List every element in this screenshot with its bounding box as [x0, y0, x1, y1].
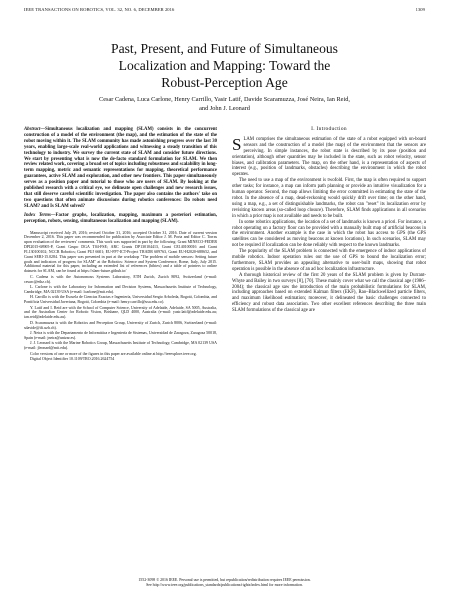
index-terms-label: Index Terms: [24, 212, 51, 218]
footer-issn: 1552-3098 © 2016 IEEE. Personal use is permitted, but republication/redistribution requires IEEE permission.: [138, 578, 311, 582]
footnote-color: Color versions of one or more of the figures in this paper are available online at http://ieeexplore.ieee.org.: [30, 350, 197, 356]
footnote-carlone: L. Carlone is with the Laboratory for Information and Decision Systems, Massachusetts Institute of Technology, Cambridge, MA 02139 USA (e-mail: lcarlone@mit.edu).: [24, 283, 217, 294]
footnotes: [24, 231, 217, 362]
footnote-carrillo: H. Carrillo is with the Escuela de Ciencias Exactas e Ingeniería, Universidad Sergio Arboleda, Bogotá, Colombia, and Pontificia Universidad Javeriana, Bogotá, Colombia (e-mail: henry.carrillo@usa.edu.co).: [24, 294, 217, 305]
abstract-text: —Simultaneous localization and mapping (SLAM) consists in the concurrent construction of a model of the environment (the map), and the estimation of the state of the robot moving within it. The SLAM community has made astonishing progress over the last 30 years, enabling large-scale real-world applications and witnessing a steady transition of this technology to industry. We survey the current state of SLAM and consider future directions. We start by presenting what is now the de-facto standard formulation for SLAM. We then review related work, covering a broad set of topics including robustness and scalability in long-term mapping, metric and semantic representations for mapping, theoretical performance guarantees, active SLAM and exploration, and other new frontiers. This paper simultaneously serves as a position paper and tutorial to those who are users of SLAM. By looking at the published research with a critical eye, we delineate open challenges and new research issues, that still deserve careful scientific investigation. The paper also contains the authors' take on two questions that often animate discussions during robotics conferences: Do robots need SLAM? and Is SLAM solved?: [24, 127, 217, 209]
intro-paragraph-1: [232, 134, 426, 178]
title-line-3: Robust-Perception Age: [161, 75, 288, 90]
footnote-manuscript: Manuscript received July 29, 2016; revised October 31, 2016; accepted October 31, 2016. Date of current version December 2, 2016. This paper was recommended for publication by Associate Editor J. M. Porta and Editor C. Torras upon evaluation of the reviewers' comments. This work was supported in part by the following: Grant MINECO-FEDER DPI2015-68905-P, Grant Grupo DGA T04-FSE; ARC Grants DP130104413, Grant CE140100016 and Grant FL130100102; NCCR Robotics; Grant PUJ 6601; EU-FP7-ICT-Project TRADR 609763, Grant EU-H2020-688652, and Grant SERI-15.0284. This paper was presented in part at the workshop "The problem of mobile sensors: Setting future goals and indicators of progress for SLAM" at the Robotics: Science and System Conference, Rome, Italy, July 2015. Additional material for this paper, including an extended list of references (bibtex) and a table of pointers to online datasets for SLAM, can be found at https://slam-future.github.io/: [24, 229, 217, 274]
abstract: [24, 127, 217, 210]
index-terms-text: —Factor graphs, localization, mapping, maximum a posteriori estimation, perception, robots, sensing, simultaneous localization and mapping (SLAM).: [24, 212, 217, 224]
authors-line-2: and John J. Leonard: [199, 104, 250, 112]
title-line-2: Localization and Mapping: Toward the: [118, 58, 331, 73]
copyright-footer: [0, 578, 449, 588]
right-column: [232, 127, 426, 314]
page-number: 1309: [415, 7, 425, 12]
title-line-1: Past, Present, and Future of Simultaneous: [111, 41, 338, 56]
footnote-doi: Digital Object Identifier 10.1109/TRO.2016.2624754: [30, 355, 115, 361]
intro-paragraph-3: In some robotics applications, the location of a set of landmarks is known a priori. For instance, a robot operating on a factory floor can be provided with a manually built map of artificial beacons in the environment. Another example is the case in which the robot has access to GPS (the GPS satellites can be considered as moving beacons at known locations). In such scenarios, SLAM may not be required if localization can be done reliably with respect to the known landmarks.: [232, 219, 426, 249]
footnote-leonard: J. J. Leonard is with the Marine Robotics Group, Massachusetts Institute of Technology, Cambridge, MA 02139 USA (e-mail: jleonard@mit.edu).: [24, 340, 217, 351]
footnote-scaramuzza: D. Scaramuzza is with the Robotics and Perception Group, University of Zurich, Zurich 8006, Switzerland (e-mail: sdavide@ifi.uzh.ch).: [24, 319, 217, 330]
abstract-label: Abstract: [24, 127, 41, 132]
author-list: [30, 96, 419, 113]
intro-paragraph-5: A thorough historical review of the first 20 years of the SLAM problem is given by Durrant-Whyte and Bailey in two surveys [8], [70]. These mainly cover what we call the classical age (1986–2004); the classical age saw the introduction of the main probabilistic formulations for SLAM, including approaches based on extended Kalman filters (EKF), Rao–Blackwellized particle filters, and maximum likelihood estimation; moreover, it delineated the basic challenges connected to efficiency and robust data association. Two other excellent references describing the three main SLAM formulations of the classical age are: [232, 272, 426, 314]
running-header: [24, 7, 425, 15]
footnote-cadena: C. Cadena is with the Autonomous Systems Laboratory, ETH Zurich, Zurich 8092, Switzerland (e-mail: cesarc@ethz.ch).: [24, 273, 217, 284]
drop-cap: S: [232, 134, 242, 154]
paper-title: [20, 40, 429, 91]
intro-paragraph-4: The popularity of the SLAM problem is connected with the emergence of indoor applications of mobile robotics. Indoor operation rules out the use of GPS to bound the localization error; furthermore, SLAM provides an appealing alternative to user-built maps, showing that robot operation is possible in the absence of an ad hoc localization infrastructure.: [232, 249, 426, 272]
journal-name: IEEE TRANSACTIONS ON ROBOTICS, VOL. 32, NO. 6, DECEMBER 2016: [24, 7, 175, 12]
footnote-latif: Y. Latif and I. Reid are with the School of Computer Science, University of Adelaide, Adelaide, SA 5005, Australia, and the Australian Center for Robotic Vision, Brisbane, QLD 4000, Australia (e-mail: yasir.latif@adelaide.edu.au; ian.reid@adelaide.edu.au).: [24, 304, 217, 320]
left-column: [24, 127, 217, 362]
intro-paragraph-1-text: LAM comprises the simultaneous estimation of the state of a robot equipped with on-board sensors and the construction of a model (the map) of the environment that the sensors are perceiving. In simple instances, the robot state is described by its pose (position and orientation), although other quantities may be included in the state, such as robot velocity, sensor biases, and calibration parameters. The map, on the other hand, is a representation of aspects of interest (e.g., position of landmarks, obstacles) describing the environment in which the robot operates.: [232, 136, 426, 178]
footer-rights: See http://www.ieee.org/publications_standards/publications/rights/index.html for more information.: [146, 583, 303, 587]
section-heading-introduction: I. Introduction: [311, 126, 347, 132]
index-terms: [24, 213, 217, 225]
footnote-neira: J. Neira is with the Departamento de Informática e Ingeniería de Sistemas, Universidad de Zaragoza, Zaragoza 50018, Spain (e-mail: jneira@unizar.es).: [24, 329, 217, 340]
authors-line-1: Cesar Cadena, Luca Carlone, Henry Carrillo, Yasir Latif, Davide Scaramuzza, José Neira, Ian Reid,: [99, 96, 350, 103]
intro-paragraph-2: The need to use a map of the environment is twofold. First, the map is often required to support other tasks; for instance, a map can inform path planning or provide an intuitive visualization for a human operator. Second, the map allows limiting the error committed in estimating the state of the robot. In the absence of a map, dead-reckoning would quickly drift over time; on the other hand, using a map, e.g., a set of distinguishable landmarks, the robot can "reset" its localization error by revisiting known areas (so-called loop closure). Therefore, SLAM finds applications in all scenarios in which a prior map is not available and needs to be built.: [232, 178, 426, 219]
